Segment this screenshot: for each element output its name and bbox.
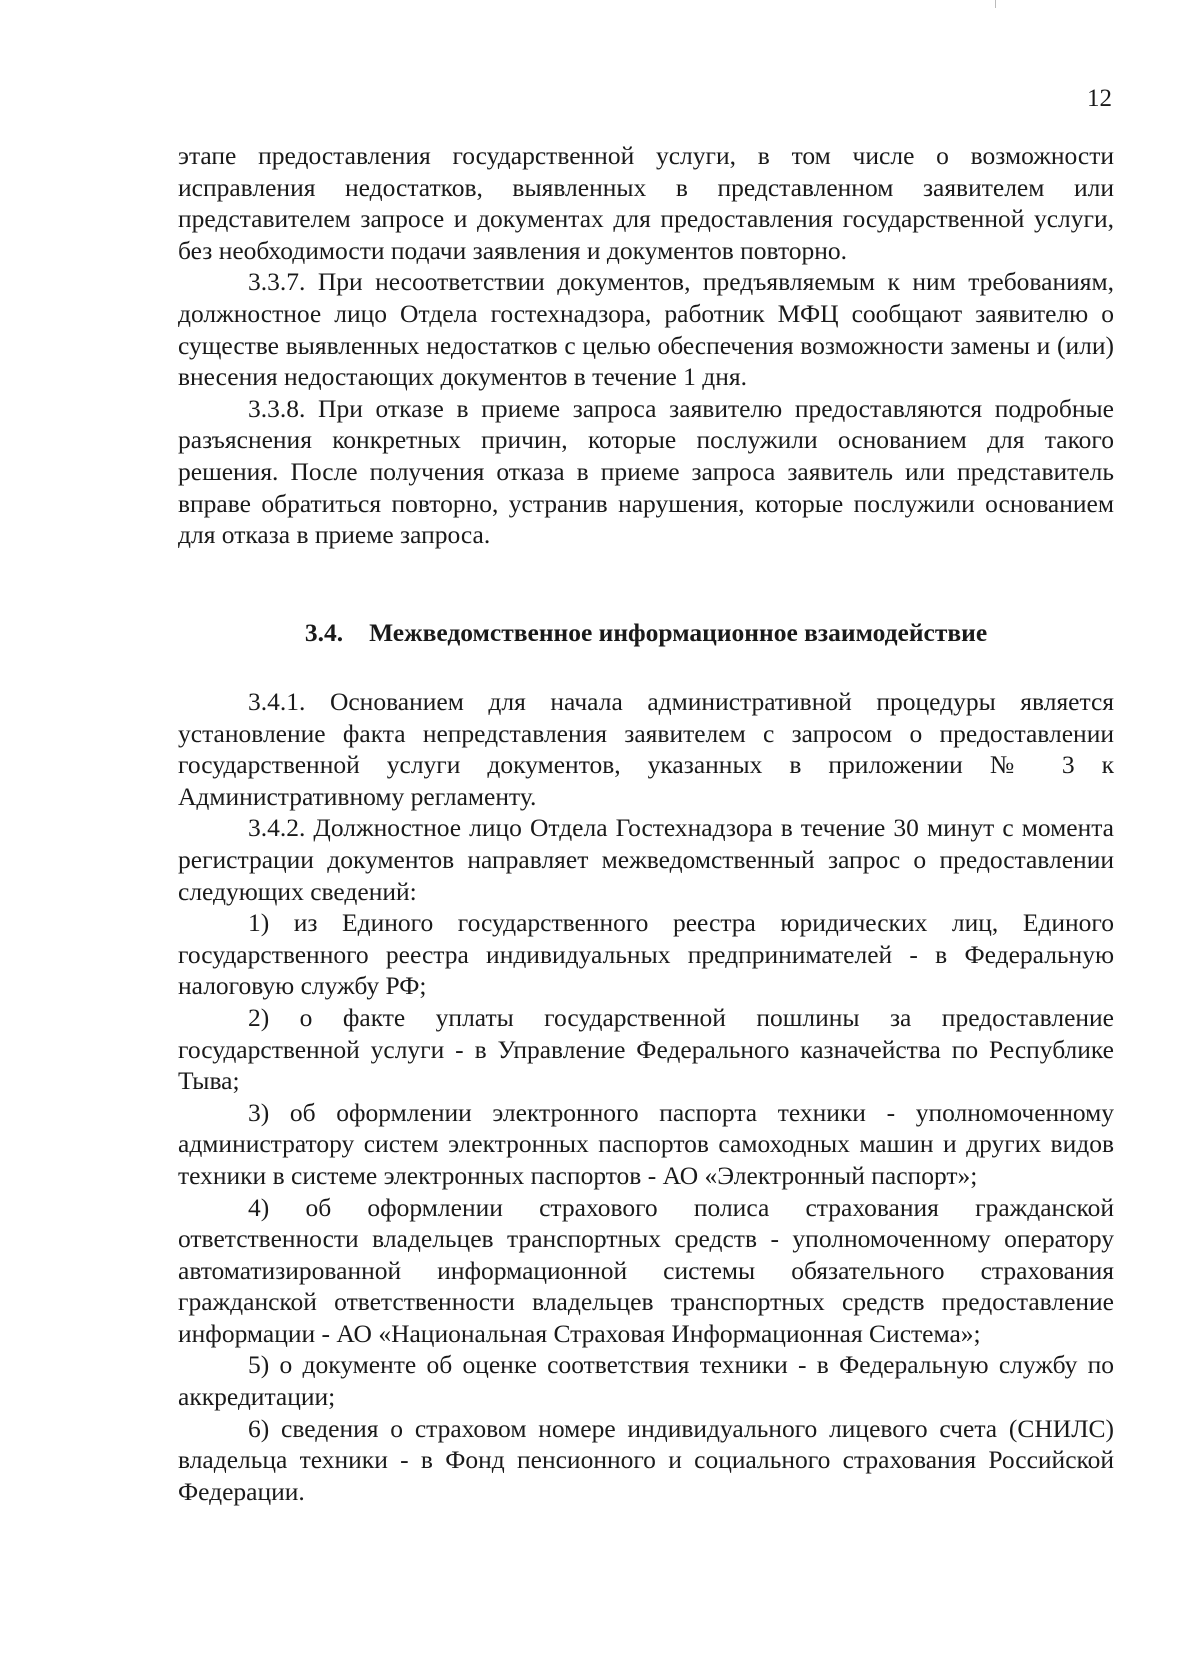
- paragraph: этапе предоставления государственной услуги, в том числе о возможности исправления недостатков, выявленных в представленном заявителем или представителем запросе и документах для предоставления государственной услуги, без необходимости подачи заявления и документов повторно.: [178, 141, 1114, 265]
- section-number: 3.4.: [304, 618, 344, 647]
- paragraph-3-3-8: 3.3.8. При отказе в приеме запроса заявителю предоставляются подробные разъяснения конкретных причин, которые послужили основанием для такого решения. После получения отказа в приеме запроса заявитель или представитель вправе обратиться повторно, устранив нарушения, которые послужили основанием для отказа в приеме запроса.: [178, 393, 1114, 550]
- list-item-5: 5) о документе об оценке соответствия техники - в Федеральную службу по аккредитации;: [178, 1350, 1114, 1412]
- paragraph-3-4-2: 3.4.2. Должностное лицо Отдела Гостехнадзора в течение 30 минут с момента регистрации документов направляет межведомственный запрос о предоставлении следующих сведений:: [178, 813, 1114, 906]
- section-heading: [178, 617, 1114, 649]
- top-text-block: [178, 140, 1114, 551]
- scan-edge-line: [995, 0, 996, 8]
- page-number: 12: [1087, 85, 1112, 112]
- list-item-3: 3) об оформлении электронного паспорта техники - уполномоченному администратору систем электронных паспортов самоходных машин и других видов техники в системе электронных паспортов - АО «Электронный паспорт»;: [178, 1097, 1114, 1190]
- section-title: Межведомственное информационное взаимодействие: [369, 618, 988, 647]
- bottom-text-block: [178, 686, 1114, 1507]
- list-item-6: 6) сведения о страховом номере индивидуального лицевого счета (СНИЛС) владельца техники - в Фонд пенсионного и социального страхования Российской Федерации.: [178, 1413, 1114, 1506]
- list-item-4: 4) об оформлении страхового полиса страхования гражданской ответственности владельцев транспортных средств - уполномоченному оператору автоматизированной информационной системы обязательного страхования гражданской ответственности владельцев транспортных средств предоставление информации - АО «Национальная Страховая Информационная Система»;: [178, 1192, 1114, 1348]
- paragraph-3-3-7: 3.3.7. При несоответствии документов, предъявляемым к ним требованиям, должностное лицо Отдела гостехнадзора, работник МФЦ сообщают заявителю о существе выявленных недостатков с целью обеспечения возможности замены и (или) внесения недостающих документов в течение 1 дня.: [178, 267, 1114, 392]
- list-item-2: 2) о факте уплаты государственной пошлины за предоставление государственной услуги - в Управление Федерального казначейства по Республике Тыва;: [178, 1002, 1114, 1096]
- paragraph-3-4-1: 3.4.1. Основанием для начала административной процедуры является установление факта непредставления заявителем с запросом о предоставлении государственной услуги документов, указанных в приложении № 3 к Административному регламенту.: [178, 687, 1114, 811]
- list-item-1: 1) из Единого государственного реестра юридических лиц, Единого государственного реестра индивидуальных предпринимателей - в Федеральную налоговую службу РФ;: [178, 908, 1114, 1001]
